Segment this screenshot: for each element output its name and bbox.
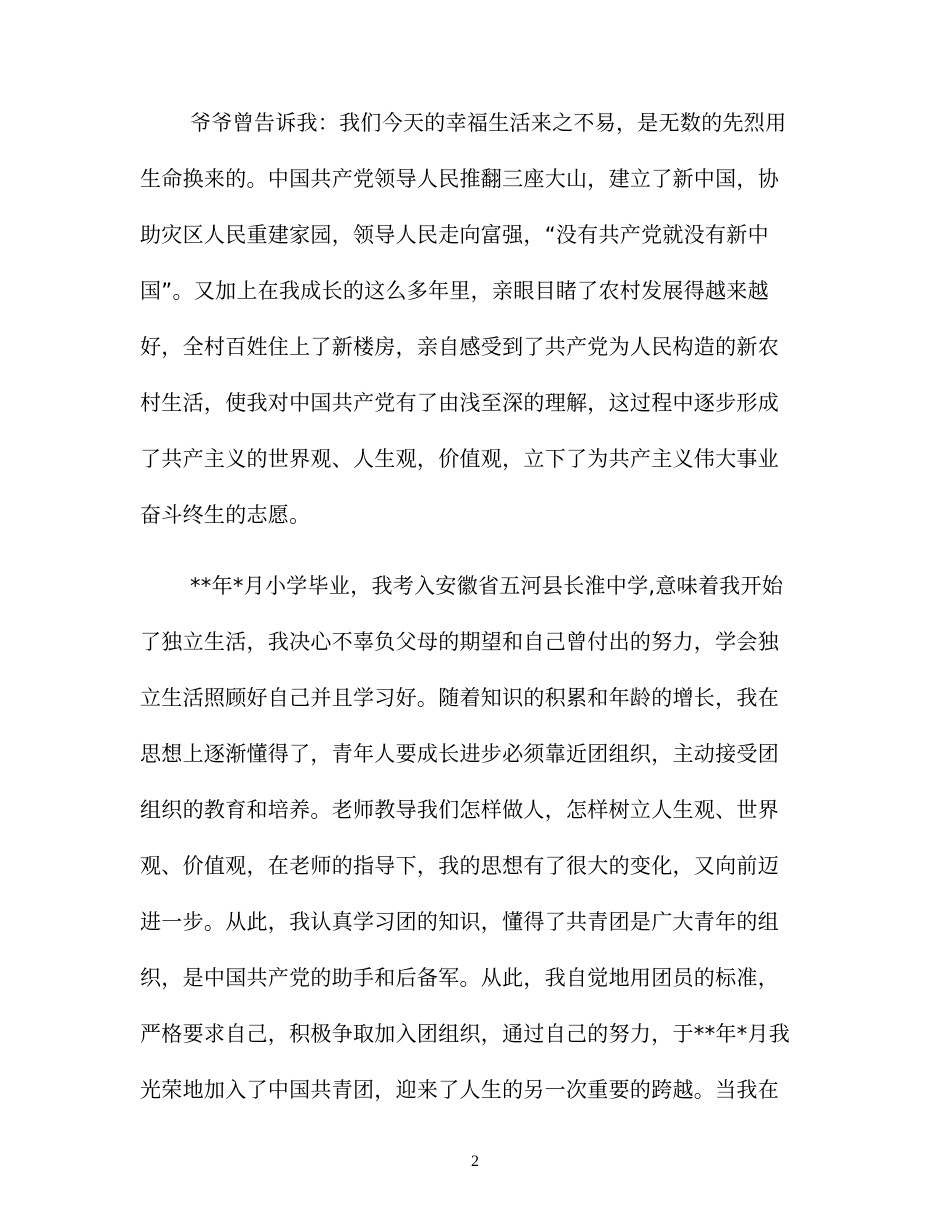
paragraph-2-line-8: 织，是中国共产党的助手和后备军。从此，我自觉地用团员的标准， (140, 966, 779, 990)
paragraph-1-line-8: 奋斗终生的志愿。 (140, 503, 311, 527)
paragraph-2-line-6: 观、价值观，在老师的指导下，我的思想有了很大的变化，又向前迈 (140, 854, 779, 878)
paragraph-2-line-1: **年*月小学毕业，我考入安徽省五河县长淮中学,意味着我开始 (190, 574, 784, 598)
paragraph-1-line-2: 生命换来的。中国共产党领导人民推翻三座大山，建立了新中国，协 (140, 167, 779, 191)
paragraph-1-line-4: 国”。又加上在我成长的这么多年里，亲眼目睹了农村发展得越来越 (140, 279, 769, 303)
paragraph-2-line-7: 进一步。从此，我认真学习团的知识，懂得了共青团是广大青年的组 (140, 910, 779, 934)
paragraph-2-line-2: 了独立生活，我决心不辜负父母的期望和自己曾付出的努力，学会独 (140, 630, 779, 654)
paragraph-2-line-5: 组织的教育和培养。老师教导我们怎样做人，怎样树立人生观、世界 (140, 798, 779, 822)
paragraph-1-line-6: 村生活，使我对中国共产党有了由浅至深的理解，这过程中逐步形成 (140, 391, 779, 415)
paragraph-2-line-3: 立生活照顾好自己并且学习好。随着知识的积累和年龄的增长，我在 (140, 686, 779, 710)
paragraph-1-line-1: 爷爷曾告诉我：我们今天的幸福生活来之不易，是无数的先烈用 (190, 111, 787, 135)
paragraph-1-line-7: 了共产主义的世界观、人生观，价值观，立下了为共产主义伟大事业 (140, 447, 779, 471)
paragraph-2-line-10: 光荣地加入了中国共青团，迎来了人生的另一次重要的跨越。当我在 (140, 1078, 779, 1102)
paragraph-2-line-4: 思想上逐渐懂得了，青年人要成长进步必须靠近团组织，主动接受团 (140, 742, 779, 766)
paragraph-1-line-5: 好，全村百姓住上了新楼房，亲自感受到了共产党为人民构造的新农 (140, 335, 779, 359)
paragraph-2-line-9: 严格要求自己，积极争取加入团组织，通过自己的努力，于**年*月我 (140, 1022, 791, 1046)
paragraph-1-line-3: 助灾区人民重建家园，领导人民走向富强，“没有共产党就没有新中 (140, 223, 769, 247)
page-number: 2 (471, 1153, 479, 1170)
